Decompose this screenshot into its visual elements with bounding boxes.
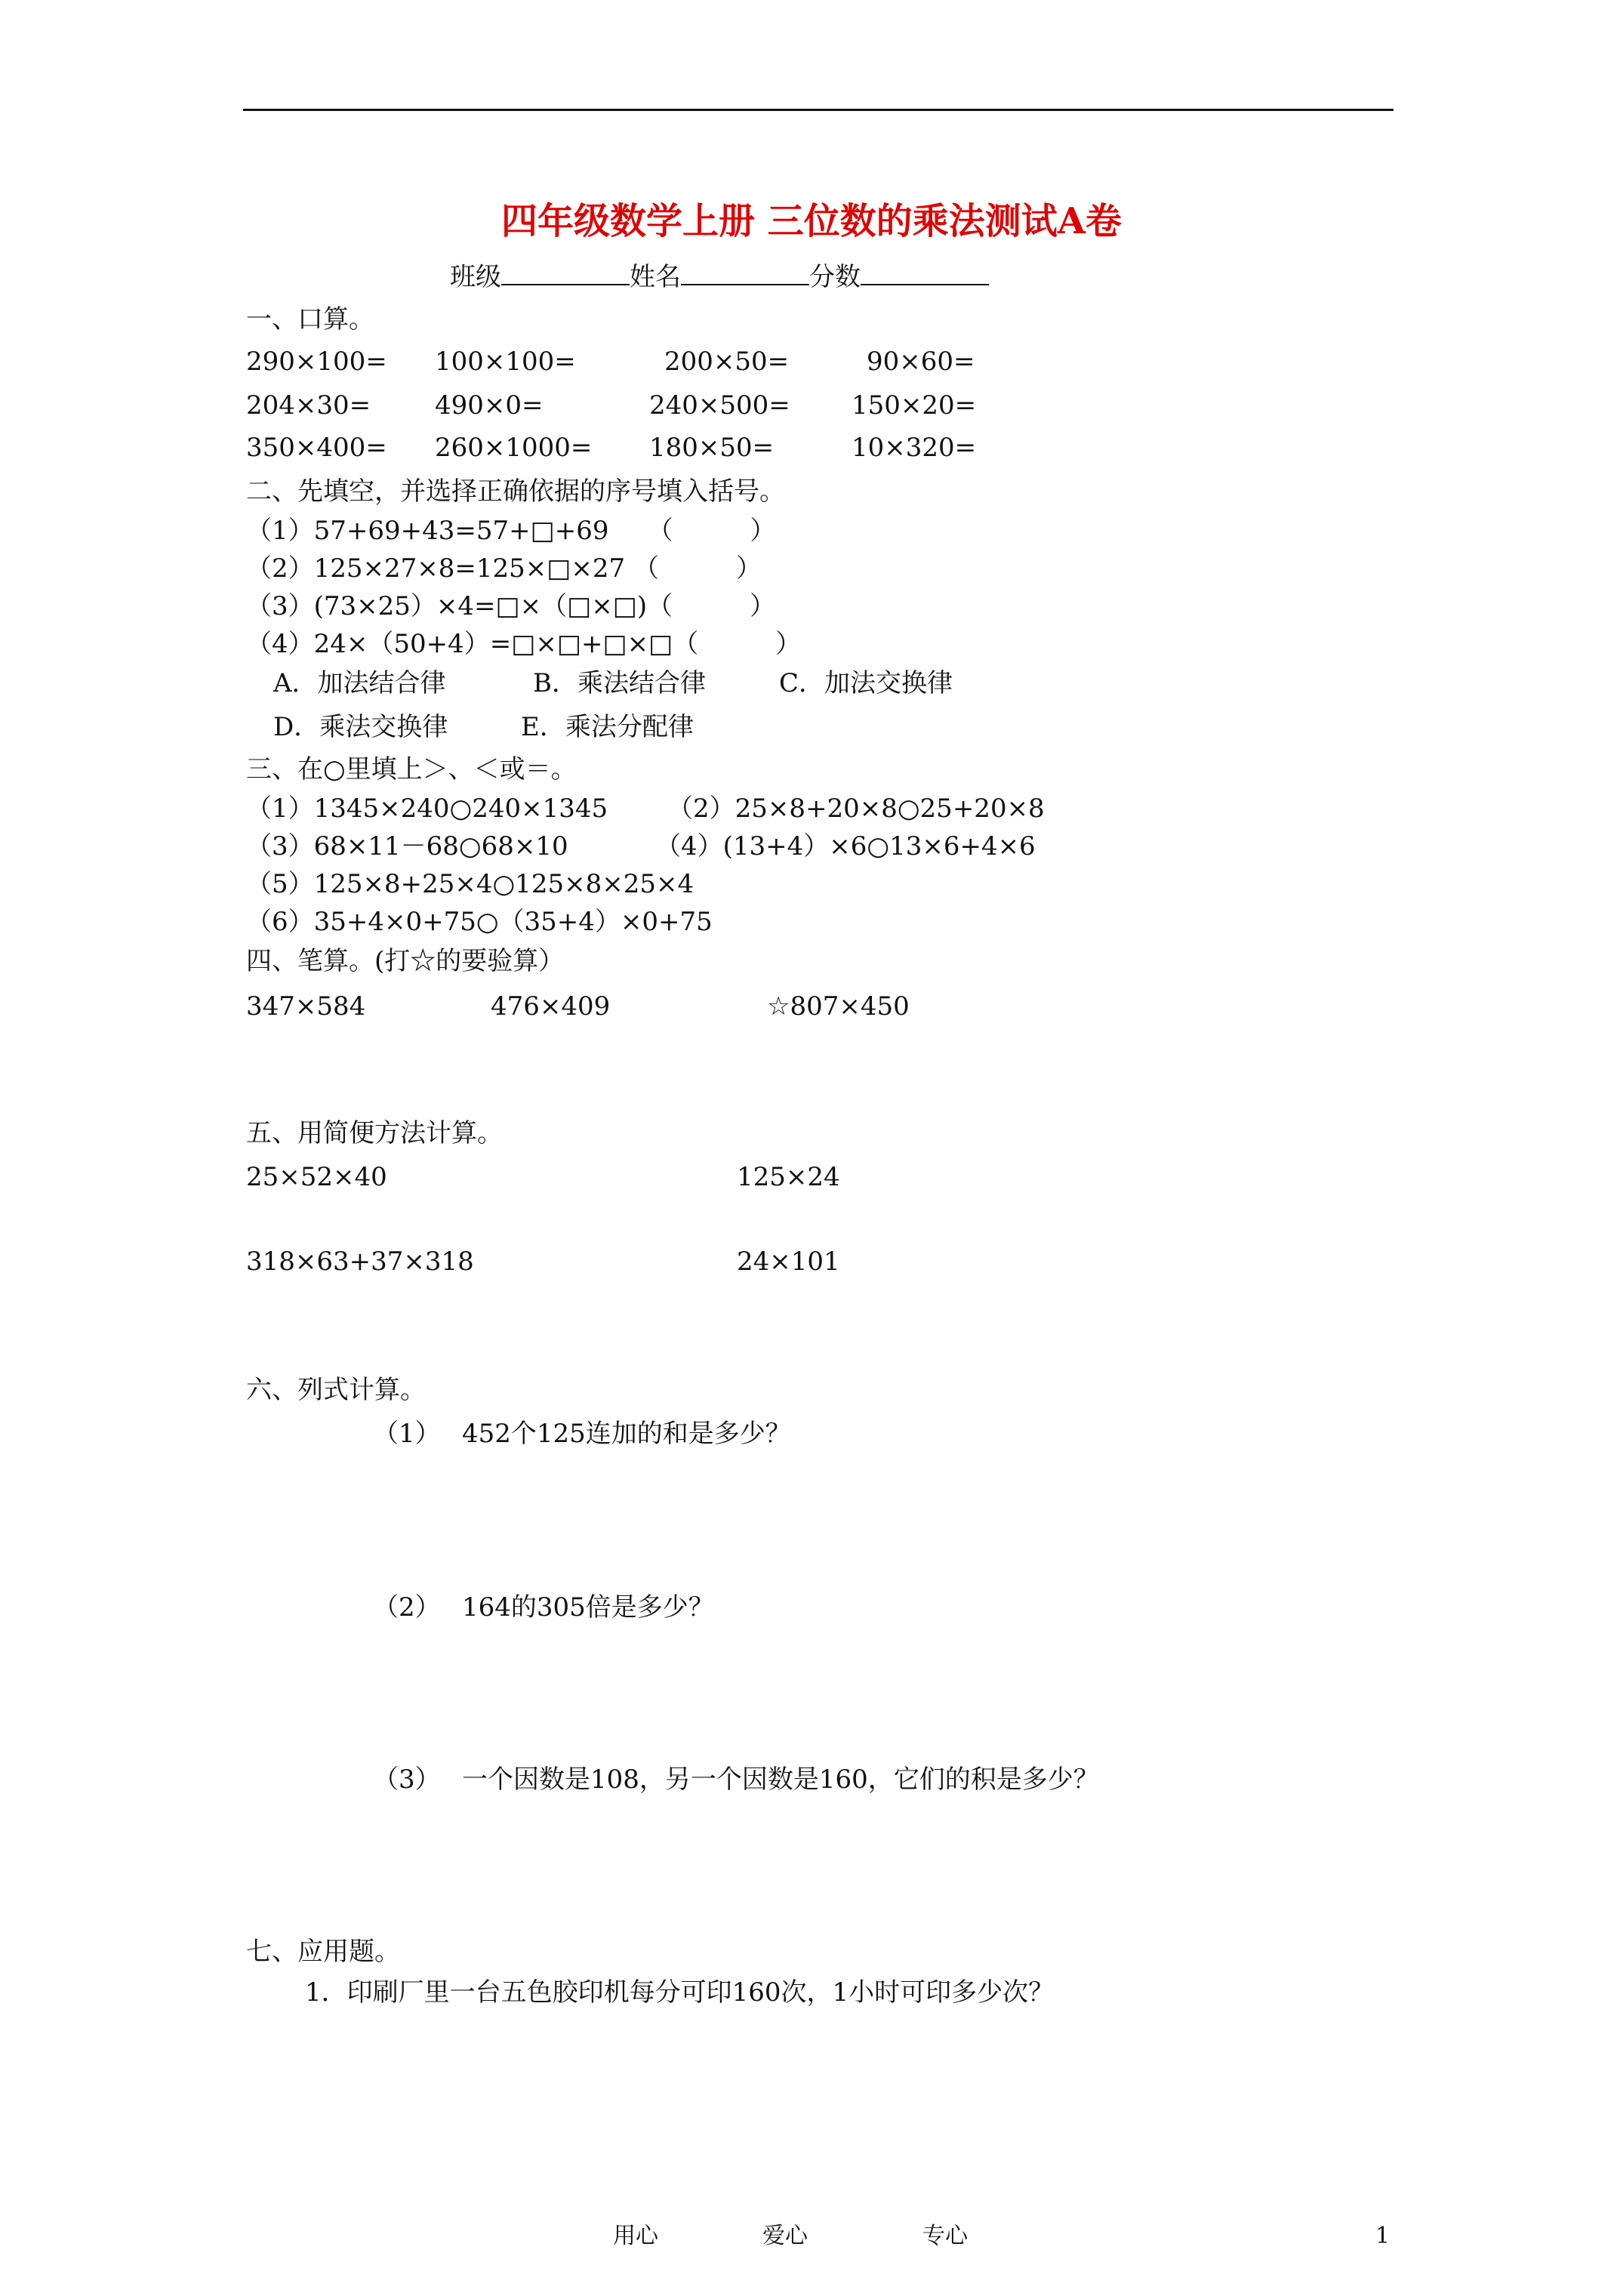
compare-item: （5）125×8+25×4○125×8×25×4: [246, 869, 694, 899]
footer-word: 爱心: [762, 2223, 808, 2249]
simplify-item: 25×52×40: [246, 1162, 387, 1192]
word-calc-number: （2）: [373, 1592, 441, 1623]
name-blank[interactable]: [681, 258, 809, 285]
oral-calc-item: 290×100=: [246, 347, 387, 377]
oral-calc-item: 260×1000=: [435, 433, 593, 463]
oral-calc-item: 90×60=: [867, 347, 975, 377]
oral-calc-item: 240×500=: [649, 390, 790, 421]
option-d: D．乘法交换律: [273, 712, 448, 742]
compare-item: （1）1345×240○240×1345: [246, 794, 608, 824]
written-calc-item: 476×409: [491, 991, 611, 1022]
written-calc-item: 347×584: [246, 991, 366, 1022]
simplify-item: 318×63+37×318: [246, 1247, 474, 1277]
oral-calc-item: 150×20=: [852, 390, 977, 421]
word-calc-question: 452个125连加的和是多少？: [462, 1419, 791, 1449]
section-7-heading: 七、应用题。: [246, 1937, 400, 1967]
score-blank[interactable]: [861, 258, 989, 285]
option-e: E．乘法分配律: [521, 712, 694, 742]
application-problem: 1．印刷厂里一台五色胶印机每分可印160次，1小时可印多少次？: [305, 1977, 1055, 2008]
section-4-heading: 四、笔算。(打☆的要验算）: [246, 946, 565, 976]
word-calc-question: 164的305倍是多少？: [462, 1592, 714, 1623]
class-blank[interactable]: [501, 258, 630, 285]
student-info-line: [450, 258, 989, 294]
compare-item: （2）25×8+20×8○25+20×8: [667, 794, 1045, 824]
section-1-heading: 一、口算。: [246, 304, 374, 334]
fill-blank-item: （3）(73×25）×4=□×（□×□)（ ）: [246, 591, 776, 621]
section-2-heading: 二、先填空，并选择正确依据的序号填入括号。: [246, 476, 785, 507]
compare-item: （3）68×11－68○68×10: [246, 831, 568, 861]
option-a: A．加法结合律: [273, 668, 446, 698]
simplify-item: 24×101: [737, 1247, 840, 1277]
header-rule: [243, 109, 1394, 111]
option-b: B．乘法结合律: [533, 668, 706, 698]
class-label: 班级: [450, 262, 501, 292]
page-number: 1: [1375, 2223, 1390, 2249]
oral-calc-item: 10×320=: [852, 433, 977, 463]
option-c: C．加法交换律: [779, 668, 953, 698]
fill-blank-item: （1）57+69+43=57+□+69 （ ）: [246, 516, 776, 546]
word-calc-question: 一个因数是108，另一个因数是160，它们的积是多少？: [462, 1764, 1099, 1795]
oral-calc-item: 200×50=: [664, 347, 790, 377]
compare-item: （4）(13+4）×6○13×6+4×6: [655, 831, 1036, 861]
simplify-item: 125×24: [737, 1162, 840, 1192]
section-5-heading: 五、用简便方法计算。: [246, 1118, 503, 1148]
page-title: 四年级数学上册 三位数的乘法测试A卷: [501, 200, 1122, 242]
section-6-heading: 六、列式计算。: [246, 1375, 426, 1405]
fill-blank-item: （4）24×（50+4）=□×□+□×□（ ）: [246, 629, 802, 659]
compare-item: （6）35+4×0+75○（35+4）×0+75: [246, 907, 713, 937]
oral-calc-item: 100×100=: [435, 347, 576, 377]
oral-calc-item: 490×0=: [435, 390, 544, 421]
oral-calc-item: 350×400=: [246, 433, 387, 463]
footer-word: 用心: [613, 2223, 658, 2249]
word-calc-number: （3）: [373, 1764, 441, 1795]
name-label: 姓名: [630, 262, 681, 292]
score-label: 分数: [809, 262, 861, 292]
section-3-heading: 三、在○里填上＞、＜或＝。: [246, 754, 577, 784]
fill-blank-item: （2）125×27×8=125×□×27 （ ）: [246, 553, 762, 584]
oral-calc-item: 180×50=: [649, 433, 775, 463]
written-calc-item: ☆807×450: [767, 991, 910, 1022]
footer-word: 专心: [922, 2223, 968, 2249]
word-calc-number: （1）: [373, 1419, 441, 1449]
oral-calc-item: 204×30=: [246, 390, 371, 421]
